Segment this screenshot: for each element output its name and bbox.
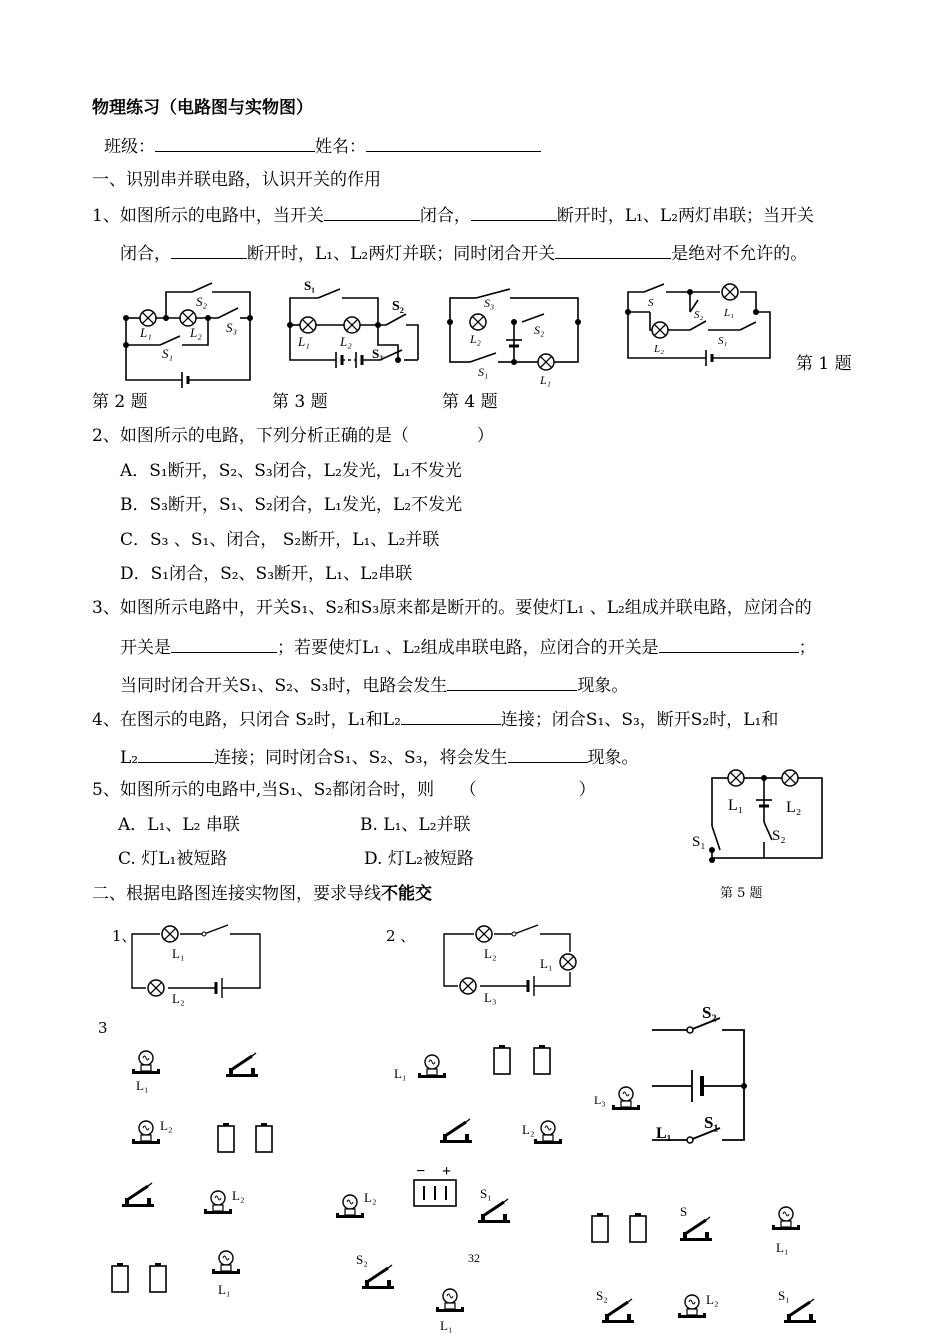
q1-text-f: 是绝对不允许的。 [671,244,808,264]
cell-f2[interactable] [630,1213,646,1242]
bulb-l1-b-label: L₁ [218,1282,231,1297]
q3-text-a: 开关是 [120,638,171,658]
fig1-l2-label: L₂ [654,343,664,355]
caption-fig1: 第 1 题 [796,354,852,374]
caption-fig3: 第 3 题 [272,392,328,412]
bulb-l2-a-label: L₂ [160,1118,173,1133]
bulb-l2-g-label: L₂ [706,1292,719,1307]
fig4-s3-label: S₃ [484,296,495,310]
switch-a[interactable] [226,1053,258,1077]
q4-text-d: 连接；同时闭合S₁、S₂、S₃，将会发生 [214,748,508,768]
bulb-l1-e[interactable] [436,1289,464,1312]
fig4-s2-label: S₂ [534,323,545,337]
fig4-l1-label: L₁ [540,373,551,387]
q2-option-b[interactable]: B．S₃断开，S₁、S₂闭合，L₁发光，L₂不发光 [120,495,463,515]
q5-option-a[interactable]: A．L₁、L₂ 串联 [118,815,240,835]
q3-line1: 3、如图所示电路中，开关S₁、S₂和S₃原来都是断开的。要使灯L₁ 、L₂组成并联电路，应闭合的 [92,598,812,618]
bulb-l2-g[interactable] [678,1295,706,1318]
bulb-l1-f[interactable] [772,1207,800,1230]
switch-s1-d[interactable] [478,1199,510,1223]
caption-fig5: 第 5 题 [720,886,763,901]
switch-s-f-label: S [680,1204,688,1219]
q2-stem: 2、如图所示的电路，下列分析正确的是（ ） [92,426,494,446]
bulb-l1-a[interactable] [132,1051,160,1074]
switch-s2-e-label: S₂ [356,1252,368,1267]
q2-option-d[interactable]: D．S₁闭合，S₂、S₃断开，L₁、L₂串联 [120,564,413,584]
page-number: 32 [468,1251,480,1265]
fig3-s1-label: S₁ [304,278,316,293]
q5-option-c[interactable]: C. 灯L₁被短路 [118,849,228,869]
q3-text-c: ； [798,638,816,658]
q3-text-e: 现象。 [577,676,629,696]
class-label: 班级： [104,137,155,157]
fig2-s1-label: S₁ [162,346,174,361]
fig5-s2-label: S₂ [772,828,786,844]
cell-b2[interactable] [150,1263,166,1292]
q1-text-b: 闭合， [419,206,471,226]
fig1-s1-label: S₁ [718,335,728,347]
section1-heading: 一、识别串并联电路，认识开关的作用 [92,170,381,190]
q4-text-a: 4、在图示的电路，只闭合 S₂时，L₁和L₂ [92,710,401,730]
p2c1-l2-label: L₂ [172,991,185,1006]
fig1-l1-label: L₁ [724,307,734,319]
fig1-s-label: S [648,297,654,309]
part2-number-1: 1、 [112,927,137,945]
bulb-l1-b[interactable] [212,1251,240,1274]
switch-s2-e[interactable] [362,1265,394,1289]
bulb-l2-d[interactable] [336,1195,364,1218]
part2-number-3: 3 [98,1019,108,1037]
bulb-l1-a-label: L₁ [136,1078,149,1093]
bulb-l1-c-label: L₁ [394,1066,407,1081]
fig5-l2-label: L₂ [786,799,802,816]
fig5-l1-label: L₁ [728,797,744,814]
battery-minus: − [416,1163,426,1180]
page-title: 物理练习（电路图与实物图） [92,98,313,118]
bulb-l1-e-label: L₁ [440,1318,453,1333]
q4-text-b: 连接；闭合S₁、S₃，断开S₂时，L₁和 [500,710,779,730]
q1-text-a: 1、如图所示的电路中，当开关 [92,206,324,226]
cell-f1[interactable] [592,1213,608,1242]
q4-text-e: 现象。 [587,748,639,768]
section2-text: 二、根据电路图连接实物图，要求导线 [92,884,381,904]
q3-text-d: 当同时闭合开关S₁、S₂、S₃时，电路会发生 [120,676,448,696]
fig1-s2-label: S₂ [694,309,704,321]
bulb-l2-c[interactable] [534,1121,562,1144]
fig2-s3-label: S₃ [226,320,238,335]
p2c3-s1-label: S₁ [704,1113,719,1132]
section2-bold-text: 不能交 [381,884,432,904]
bulb-l2-d-label: L₂ [364,1190,377,1205]
switch-b[interactable] [122,1183,154,1207]
q1-text-d: 闭合， [120,244,171,264]
p2c1-l1-label: L₁ [172,946,185,961]
cell-c2[interactable] [534,1045,550,1074]
p2c3-l3-label: L₃ [594,1093,606,1107]
cell-c1[interactable] [494,1045,510,1074]
battery-box[interactable] [414,1180,456,1206]
switch-s2-g-label: S₂ [596,1288,608,1303]
bulb-l2-b[interactable] [204,1191,232,1214]
switch-s-f[interactable] [680,1217,712,1241]
fig2-l1-label: L₁ [140,325,152,340]
bulb-l2-c-label: L₂ [522,1122,535,1137]
q1-text-e: 断开时，L₁、L₂两灯并联；同时闭合开关 [247,244,556,264]
fig2-s2-label: S₂ [196,294,208,309]
cell-a2[interactable] [256,1123,272,1152]
bulb-l2-a[interactable] [132,1121,160,1144]
fig4-l2-label: L₂ [470,332,481,346]
caption-fig2: 第 2 题 [92,392,148,412]
q5-stem: 5、如图所示的电路中,当S₁、S₂都闭合时，则 （ ） [92,780,596,800]
fig3-s2-label: S₂ [392,299,404,314]
q2-option-c[interactable]: C．S₃ 、S₁、闭合， S₂断开，L₁、L₂并联 [120,530,440,550]
fig3-s3-label: S₃ [372,346,384,361]
part2-number-2: 2 、 [386,927,416,945]
switch-s1-d-label: S₁ [480,1186,492,1201]
p2c2-l3-label: L₃ [484,990,497,1005]
fig5-s1-label: S₁ [692,834,706,850]
p2c3-s2-label: S₂ [702,1003,717,1022]
switch-c[interactable] [440,1119,472,1143]
cell-b1[interactable] [112,1263,128,1292]
battery-plus: + [442,1163,452,1180]
q4-text-c: L₂ [120,748,139,768]
bulb-l1-f-label: L₁ [776,1240,789,1255]
q2-option-a[interactable]: A．S₁断开，S₂、S₃闭合，L₂发光，L₁不发光 [120,461,462,481]
p2c3-l1-label: L₁ [656,1125,672,1142]
bulb-l3-f[interactable] [612,1087,640,1110]
caption-fig4: 第 4 题 [442,392,498,412]
switch-s1-g-label: S₁ [778,1288,790,1303]
fig3-l2-label: L₂ [340,334,352,349]
fig4-s1-label: S₁ [478,365,489,379]
bulb-l1-c[interactable] [418,1055,446,1078]
q5-option-d[interactable]: D. 灯L₂被短路 [364,849,474,869]
bulb-l2-b-label: L₂ [232,1188,245,1203]
cell-a1[interactable] [218,1123,234,1152]
q5-option-b[interactable]: B. L₁、L₂并联 [360,815,471,835]
p2c2-l1-label: L₁ [540,956,553,971]
q3-text-b: ；若要使灯L₁ 、L₂组成串联电路，应闭合的开关是 [277,638,659,658]
q1-text-c: 断开时，L₁、L₂两灯串联；当开关 [556,206,815,226]
fig3-l1-label: L₁ [298,334,310,349]
p2c2-l2-label: L₂ [484,946,497,961]
name-label: 姓名： [315,137,366,157]
fig2-l2-label: L₂ [190,325,202,340]
